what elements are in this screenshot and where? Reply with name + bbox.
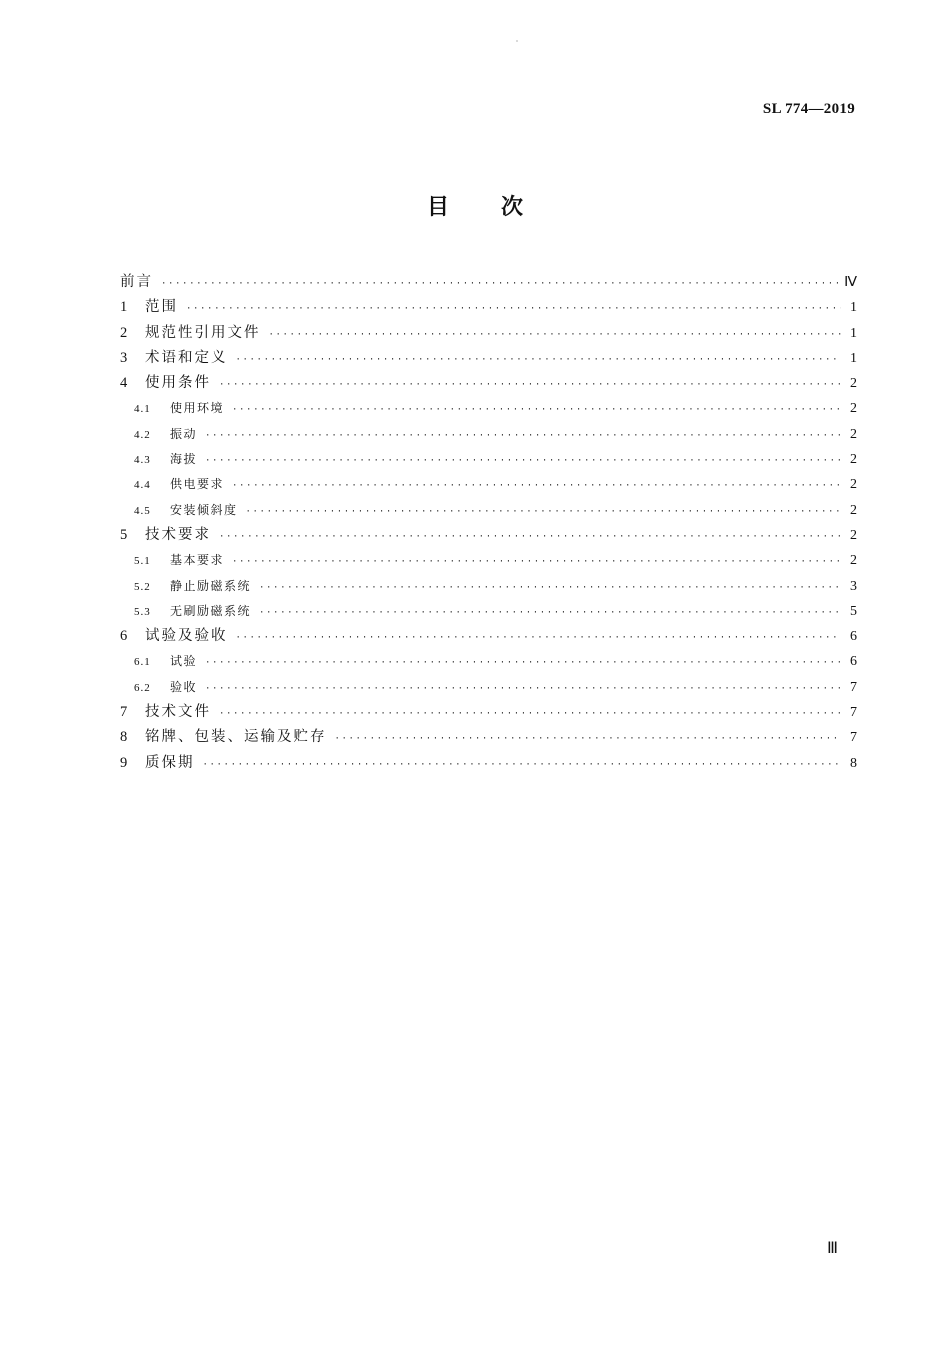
toc-dot-leader xyxy=(186,297,841,322)
toc-entry-label: 静止励磁系统 xyxy=(170,578,252,593)
toc-entry-page: 7 xyxy=(850,679,857,695)
toc-entry-number: 4 xyxy=(120,375,128,392)
toc-entry-number: 8 xyxy=(120,729,128,746)
toc-dot-leader xyxy=(269,323,842,348)
toc-entry-page: 1 xyxy=(850,300,857,316)
toc-entry-label: 前言 xyxy=(120,274,153,290)
toc-entry-label: 海拔 xyxy=(170,452,198,467)
toc-entry-number: 5.1 xyxy=(134,555,151,568)
toc-entry-page: 1 xyxy=(850,350,857,366)
toc-entry-4-4[interactable] xyxy=(120,472,857,497)
toc-entry-page: 2 xyxy=(850,527,857,543)
toc-entry-5-2[interactable] xyxy=(120,574,857,599)
toc-entry-number: 5.2 xyxy=(134,580,151,593)
toc-entry-label: 范围 xyxy=(145,299,178,316)
toc-entry-page: 7 xyxy=(850,705,857,721)
standard-code: SL 774—2019 xyxy=(762,101,855,117)
toc-entry-number: 9 xyxy=(120,754,128,771)
toc-entry-conditions-of-use[interactable] xyxy=(120,371,857,396)
toc-dot-leader xyxy=(232,550,841,575)
toc-entry-page: 2 xyxy=(850,452,857,468)
toc-entry-test-acceptance[interactable] xyxy=(120,624,857,649)
toc-entry-label: 铭牌、包装、运输及贮存 xyxy=(145,729,327,746)
toc-entry-label: 基本要求 xyxy=(170,553,225,568)
toc-entry-label: 振动 xyxy=(170,426,198,441)
toc-entry-label: 验收 xyxy=(170,679,198,694)
toc-entry-number: 6 xyxy=(120,628,128,645)
toc-entry-page: 1 xyxy=(850,325,857,341)
toc-entry-page: 5 xyxy=(850,603,857,619)
toc-entry-5-1[interactable] xyxy=(120,548,857,573)
toc-dot-leader xyxy=(335,727,842,752)
toc-entry-number: 4.5 xyxy=(134,504,151,517)
table-of-contents xyxy=(120,270,857,776)
toc-entry-number: 1 xyxy=(120,299,128,316)
toc-dot-leader xyxy=(259,576,841,601)
toc-entry-label: 无刷励磁系统 xyxy=(170,603,252,618)
toc-entry-page: 8 xyxy=(850,755,857,771)
toc-dot-leader xyxy=(205,677,841,702)
toc-entry-label: 术语和定义 xyxy=(145,349,228,366)
toc-entry-6-1[interactable] xyxy=(120,649,857,674)
scan-speck xyxy=(516,40,518,42)
toc-entry-number: 4.2 xyxy=(134,428,151,441)
toc-dot-leader xyxy=(219,373,841,398)
toc-entry-4-3[interactable] xyxy=(120,447,857,472)
toc-entry-number: 5 xyxy=(120,526,128,543)
toc-entry-number: 6.2 xyxy=(134,681,151,694)
toc-entry-normative-references[interactable] xyxy=(120,321,857,346)
toc-dot-leader xyxy=(232,474,841,499)
toc-entry-5-3[interactable] xyxy=(120,599,857,624)
toc-dot-leader xyxy=(219,702,841,727)
toc-entry-number: 4.3 xyxy=(134,454,151,467)
toc-entry-label: 试验 xyxy=(170,654,198,669)
toc-entry-page: Ⅳ xyxy=(844,275,857,290)
toc-entry-page: 2 xyxy=(850,502,857,518)
toc-entry-page: 7 xyxy=(850,730,857,746)
toc-entry-technical-documents[interactable] xyxy=(120,700,857,725)
toc-entry-page: 2 xyxy=(850,426,857,442)
toc-entry-warranty[interactable] xyxy=(120,751,857,776)
toc-entry-page: 2 xyxy=(850,477,857,493)
toc-dot-leader xyxy=(236,348,842,373)
toc-entry-label: 使用环境 xyxy=(170,401,225,416)
toc-entry-scope[interactable] xyxy=(120,295,857,320)
toc-dot-leader xyxy=(203,753,842,778)
toc-dot-leader xyxy=(259,601,841,626)
toc-entry-6-2[interactable] xyxy=(120,675,857,700)
toc-entry-label: 使用条件 xyxy=(145,375,211,392)
toc-dot-leader xyxy=(232,398,841,423)
toc-entry-number: 7 xyxy=(120,704,128,721)
toc-entry-number: 2 xyxy=(120,324,128,341)
toc-entry-label: 供电要求 xyxy=(170,477,225,492)
toc-dot-leader xyxy=(219,525,841,550)
toc-entry-label: 技术文件 xyxy=(145,704,211,721)
toc-entry-label: 规范性引用文件 xyxy=(145,324,261,341)
toc-dot-leader xyxy=(246,500,841,525)
toc-entry-number: 3 xyxy=(120,349,128,366)
toc-entry-foreword[interactable] xyxy=(120,270,857,295)
toc-dot-leader xyxy=(205,424,841,449)
toc-entry-number: 4.4 xyxy=(134,479,151,492)
toc-entry-terms-definitions[interactable] xyxy=(120,346,857,371)
toc-entry-label: 技术要求 xyxy=(145,526,211,543)
toc-entry-4-2[interactable] xyxy=(120,422,857,447)
toc-entry-page: 2 xyxy=(850,401,857,417)
page-title: 目次 xyxy=(426,195,575,220)
toc-entry-number: 6.1 xyxy=(134,656,151,669)
toc-entry-label: 试验及验收 xyxy=(145,628,228,645)
page-number: Ⅲ xyxy=(827,1240,839,1257)
toc-entry-label: 质保期 xyxy=(145,754,195,771)
toc-entry-4-5[interactable] xyxy=(120,498,857,523)
toc-dot-leader xyxy=(205,651,841,676)
toc-entry-4-1[interactable] xyxy=(120,396,857,421)
toc-dot-leader xyxy=(205,449,841,474)
toc-entry-number: 4.1 xyxy=(134,403,151,416)
toc-dot-leader xyxy=(161,272,838,297)
toc-entry-label: 安装倾斜度 xyxy=(170,502,238,517)
toc-entry-number: 5.3 xyxy=(134,605,151,618)
toc-entry-page: 6 xyxy=(850,629,857,645)
toc-entry-page: 2 xyxy=(850,553,857,569)
toc-entry-nameplate-packaging[interactable] xyxy=(120,725,857,750)
toc-entry-page: 6 xyxy=(850,654,857,670)
toc-dot-leader xyxy=(236,626,842,651)
toc-entry-page: 2 xyxy=(850,376,857,392)
toc-entry-page: 3 xyxy=(850,578,857,594)
toc-entry-technical-requirements[interactable] xyxy=(120,523,857,548)
